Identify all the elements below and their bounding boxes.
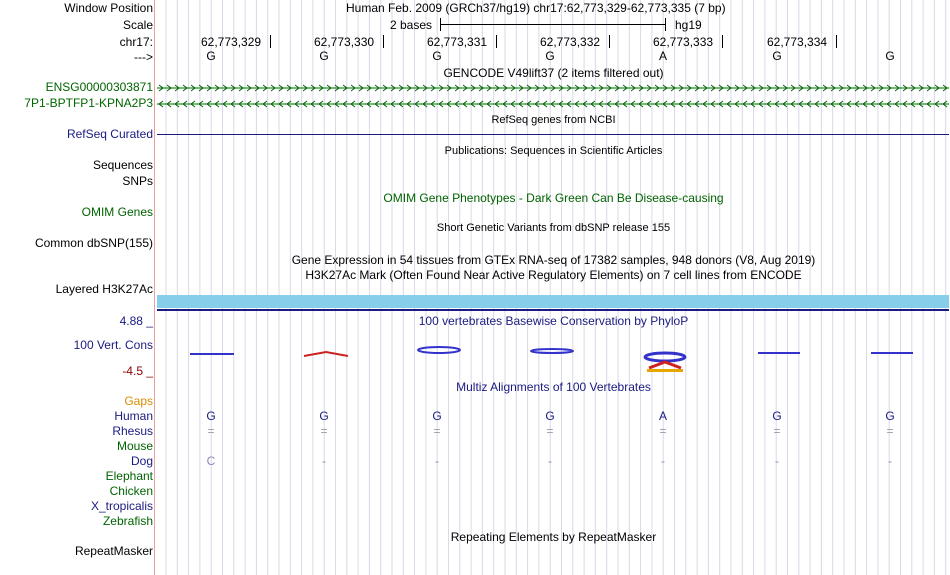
coordinate-tick	[722, 35, 723, 48]
rhesus-aligned-base: =	[886, 424, 894, 438]
rhesus-aligned-base: =	[659, 424, 667, 438]
species-label[interactable]: Human	[114, 409, 153, 423]
gencode-track-title[interactable]: GENCODE V49lift37 (2 items filtered out)	[443, 66, 664, 80]
dog-aligned-base: -	[661, 454, 665, 468]
dog-aligned-base: -	[775, 454, 779, 468]
window-position-value: Human Feb. 2009 (GRCh37/hg19) chr17:62,773,329-62,773,335 (7 bp)	[346, 1, 726, 15]
rhesus-aligned-base: =	[320, 424, 328, 438]
gencode-item-2-arrows	[157, 99, 949, 109]
human-aligned-base: G	[545, 409, 555, 423]
omim-track-title[interactable]: OMIM Gene Phenotypes - Dark Green Can Be Disease-causing	[383, 191, 724, 205]
reference-base: G	[319, 49, 329, 63]
species-label[interactable]: Zebrafish	[102, 514, 153, 528]
species-label[interactable]: Mouse	[116, 439, 153, 453]
dbsnp-track-title[interactable]: Short Genetic Variants from dbSNP release 155	[436, 222, 671, 234]
gencode-item-1-arrows	[157, 83, 949, 93]
left-margin-rule	[154, 0, 155, 575]
coordinate-label: 62,773,331	[427, 35, 488, 49]
coordinate-label: 62,773,332	[540, 35, 601, 49]
coordinate-label: 62,773,333	[653, 35, 714, 49]
coordinate-label: 62,773,329	[201, 35, 262, 49]
rhesus-aligned-base: =	[433, 424, 441, 438]
reference-base: G	[432, 49, 442, 63]
species-label[interactable]: Elephant	[105, 469, 153, 483]
species-label[interactable]: X_tropicalis	[90, 499, 153, 513]
reference-base: A	[658, 49, 668, 63]
human-aligned-base: G	[885, 409, 895, 423]
gaps-label: Gaps	[124, 394, 153, 408]
human-aligned-base: G	[772, 409, 782, 423]
species-label[interactable]: Chicken	[109, 484, 153, 498]
h3k27-track-title[interactable]: H3K27Ac Mark (Often Found Near Active Regulatory Elements) on 7 cell lines from ENCODE	[305, 268, 802, 282]
repeatmasker-label[interactable]: RepeatMasker	[74, 544, 153, 558]
gencode-item-1-track[interactable]	[157, 82, 949, 92]
reference-base: G	[885, 49, 895, 63]
dog-aligned-base: -	[435, 454, 439, 468]
publications-track-title[interactable]: Publications: Sequences in Scientific Articles	[444, 145, 663, 157]
coordinate-tick	[496, 35, 497, 48]
conservation-track-title[interactable]: 100 vertebrates Basewise Conservation by PhyloP	[418, 314, 689, 328]
human-aligned-base: G	[206, 409, 216, 423]
refseq-track-title[interactable]: RefSeq genes from NCBI	[491, 114, 616, 126]
rhesus-aligned-base: =	[773, 424, 781, 438]
gencode-item-label-2[interactable]: 7P1-BPTFP1-KPNA2P3	[24, 96, 153, 110]
scale-bar-left-tick	[440, 18, 441, 31]
window-position-label: Window Position	[64, 1, 153, 15]
h3k27-label[interactable]: Layered H3K27Ac	[55, 282, 153, 296]
coordinate-label: 62,773,334	[767, 35, 828, 49]
coordinate-label: 62,773,330	[314, 35, 375, 49]
coordinate-tick	[609, 35, 610, 48]
assembly-name: hg19	[675, 18, 702, 32]
scale-bar	[440, 24, 666, 25]
coordinate-tick	[383, 35, 384, 48]
h3k27-signal-bar[interactable]	[157, 295, 949, 308]
human-aligned-base: G	[319, 409, 329, 423]
reference-base: G	[545, 49, 555, 63]
refseq-gene-line[interactable]	[157, 134, 949, 135]
gencode-item-label-1[interactable]: ENSG00000303871	[45, 80, 153, 94]
conservation-logo-area[interactable]	[157, 344, 949, 374]
scale-bar-right-tick	[665, 18, 666, 31]
scale-value: 2 bases	[390, 18, 433, 32]
repeatmasker-track-title[interactable]: Repeating Elements by RepeatMasker	[450, 530, 657, 544]
reference-base: G	[772, 49, 782, 63]
strand-label: --->	[134, 50, 153, 64]
chrom-label: chr17:	[119, 35, 153, 49]
coordinate-tick	[836, 35, 837, 48]
dbsnp-label[interactable]: Common dbSNP(155)	[34, 236, 153, 250]
snps-label[interactable]: SNPs	[122, 174, 153, 188]
rhesus-aligned-base: =	[546, 424, 554, 438]
species-label[interactable]: Dog	[130, 454, 153, 468]
species-label[interactable]: Rhesus	[112, 424, 153, 438]
conservation-max: 4.88 _	[119, 314, 153, 328]
dog-aligned-base: -	[548, 454, 552, 468]
sequences-label[interactable]: Sequences	[92, 158, 153, 172]
gtex-track-title[interactable]: Gene Expression in 54 tissues from GTEx RNA-seq of 17382 samples, 948 donors (V8, Aug 2019)	[291, 253, 816, 267]
multiz-track-title[interactable]: Multiz Alignments of 100 Vertebrates	[456, 380, 651, 394]
scale-label: Scale	[122, 18, 153, 32]
dog-aligned-base: C	[206, 454, 216, 468]
h3k27-baseline	[157, 309, 949, 311]
coordinate-tick	[270, 35, 271, 48]
gencode-item-2-track[interactable]	[157, 98, 949, 108]
human-aligned-base: G	[432, 409, 442, 423]
refseq-label[interactable]: RefSeq Curated	[66, 127, 153, 141]
dog-aligned-base: -	[888, 454, 892, 468]
reference-base: G	[206, 49, 216, 63]
rhesus-aligned-base: =	[207, 424, 215, 438]
conservation-label[interactable]: 100 Vert. Cons	[73, 338, 153, 352]
dog-aligned-base: -	[322, 454, 326, 468]
conservation-min: -4.5 _	[122, 364, 153, 378]
human-aligned-base: A	[658, 409, 668, 423]
omim-label[interactable]: OMIM Genes	[81, 205, 153, 219]
conservation-logo	[157, 344, 949, 374]
